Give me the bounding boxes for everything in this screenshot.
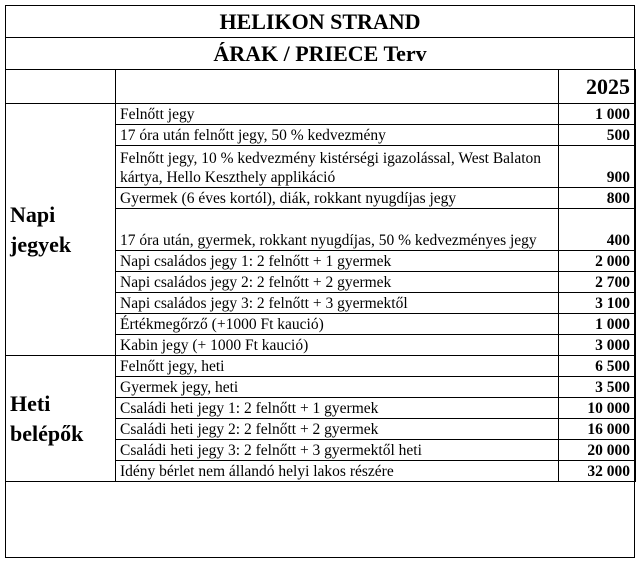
header-blank-cell (116, 70, 559, 104)
item-price: 900 (559, 146, 636, 188)
price-row (6, 104, 636, 125)
price-table-body (6, 70, 636, 482)
item-label: Értékmegőrző (+1000 Ft kaució) (116, 314, 559, 335)
item-label: Napi családos jegy 3: 2 felnőtt + 3 gyermektől (116, 293, 559, 314)
item-price: 10 000 (559, 398, 636, 419)
item-price: 32 000 (559, 461, 636, 482)
item-label: Felnőtt jegy, heti (116, 356, 559, 377)
item-price: 2 000 (559, 251, 636, 272)
item-label: Idény bérlet nem állandó helyi lakos részére (116, 461, 559, 482)
item-label: Napi családos jegy 1: 2 felnőtt + 1 gyermek (116, 251, 559, 272)
item-label: Kabin jegy (+ 1000 Ft kaució) (116, 335, 559, 356)
item-price: 6 500 (559, 356, 636, 377)
item-label: Családi heti jegy 1: 2 felnőtt + 1 gyermek (116, 398, 559, 419)
page-subtitle: ÁRAK / PRIECE Terv (5, 37, 635, 69)
item-label: Gyermek jegy, heti (116, 377, 559, 398)
item-price: 16 000 (559, 419, 636, 440)
header-blank-cell (6, 70, 116, 104)
item-price: 3 000 (559, 335, 636, 356)
item-price: 1 000 (559, 104, 636, 125)
item-price: 800 (559, 188, 636, 209)
item-label: 17 óra után, gyermek, rokkant nyugdíjas, 50 % kedvezményes jegy (116, 209, 559, 251)
item-price: 1 000 (559, 314, 636, 335)
header-row (6, 70, 636, 104)
item-price: 3 500 (559, 377, 636, 398)
page-title: HELIKON STRAND (5, 5, 635, 37)
item-label: Családi heti jegy 3: 2 felnőtt + 3 gyermektől heti (116, 440, 559, 461)
item-price: 3 100 (559, 293, 636, 314)
price-row (6, 356, 636, 377)
item-label: Napi családos jegy 2: 2 felnőtt + 2 gyermek (116, 272, 559, 293)
item-label: Felnőtt jegy (116, 104, 559, 125)
price-table (5, 69, 636, 482)
item-price: 400 (559, 209, 636, 251)
item-label: Gyermek (6 éves kortól), diák, rokkant nyugdíjas jegy (116, 188, 559, 209)
price-sheet (5, 5, 635, 558)
item-label: 17 óra után felnőtt jegy, 50 % kedvezmény (116, 125, 559, 146)
category-label: Heti belépők (6, 356, 116, 482)
year-header: 2025 (559, 70, 636, 104)
item-label: Felnőtt jegy, 10 % kedvezmény kistérségi igazolással, West Balaton kártya, Hello Keszthely applikáció (116, 146, 559, 188)
item-price: 500 (559, 125, 636, 146)
category-label: Napi jegyek (6, 104, 116, 356)
item-price: 20 000 (559, 440, 636, 461)
item-price: 2 700 (559, 272, 636, 293)
item-label: Családi heti jegy 2: 2 felnőtt + 2 gyermek (116, 419, 559, 440)
